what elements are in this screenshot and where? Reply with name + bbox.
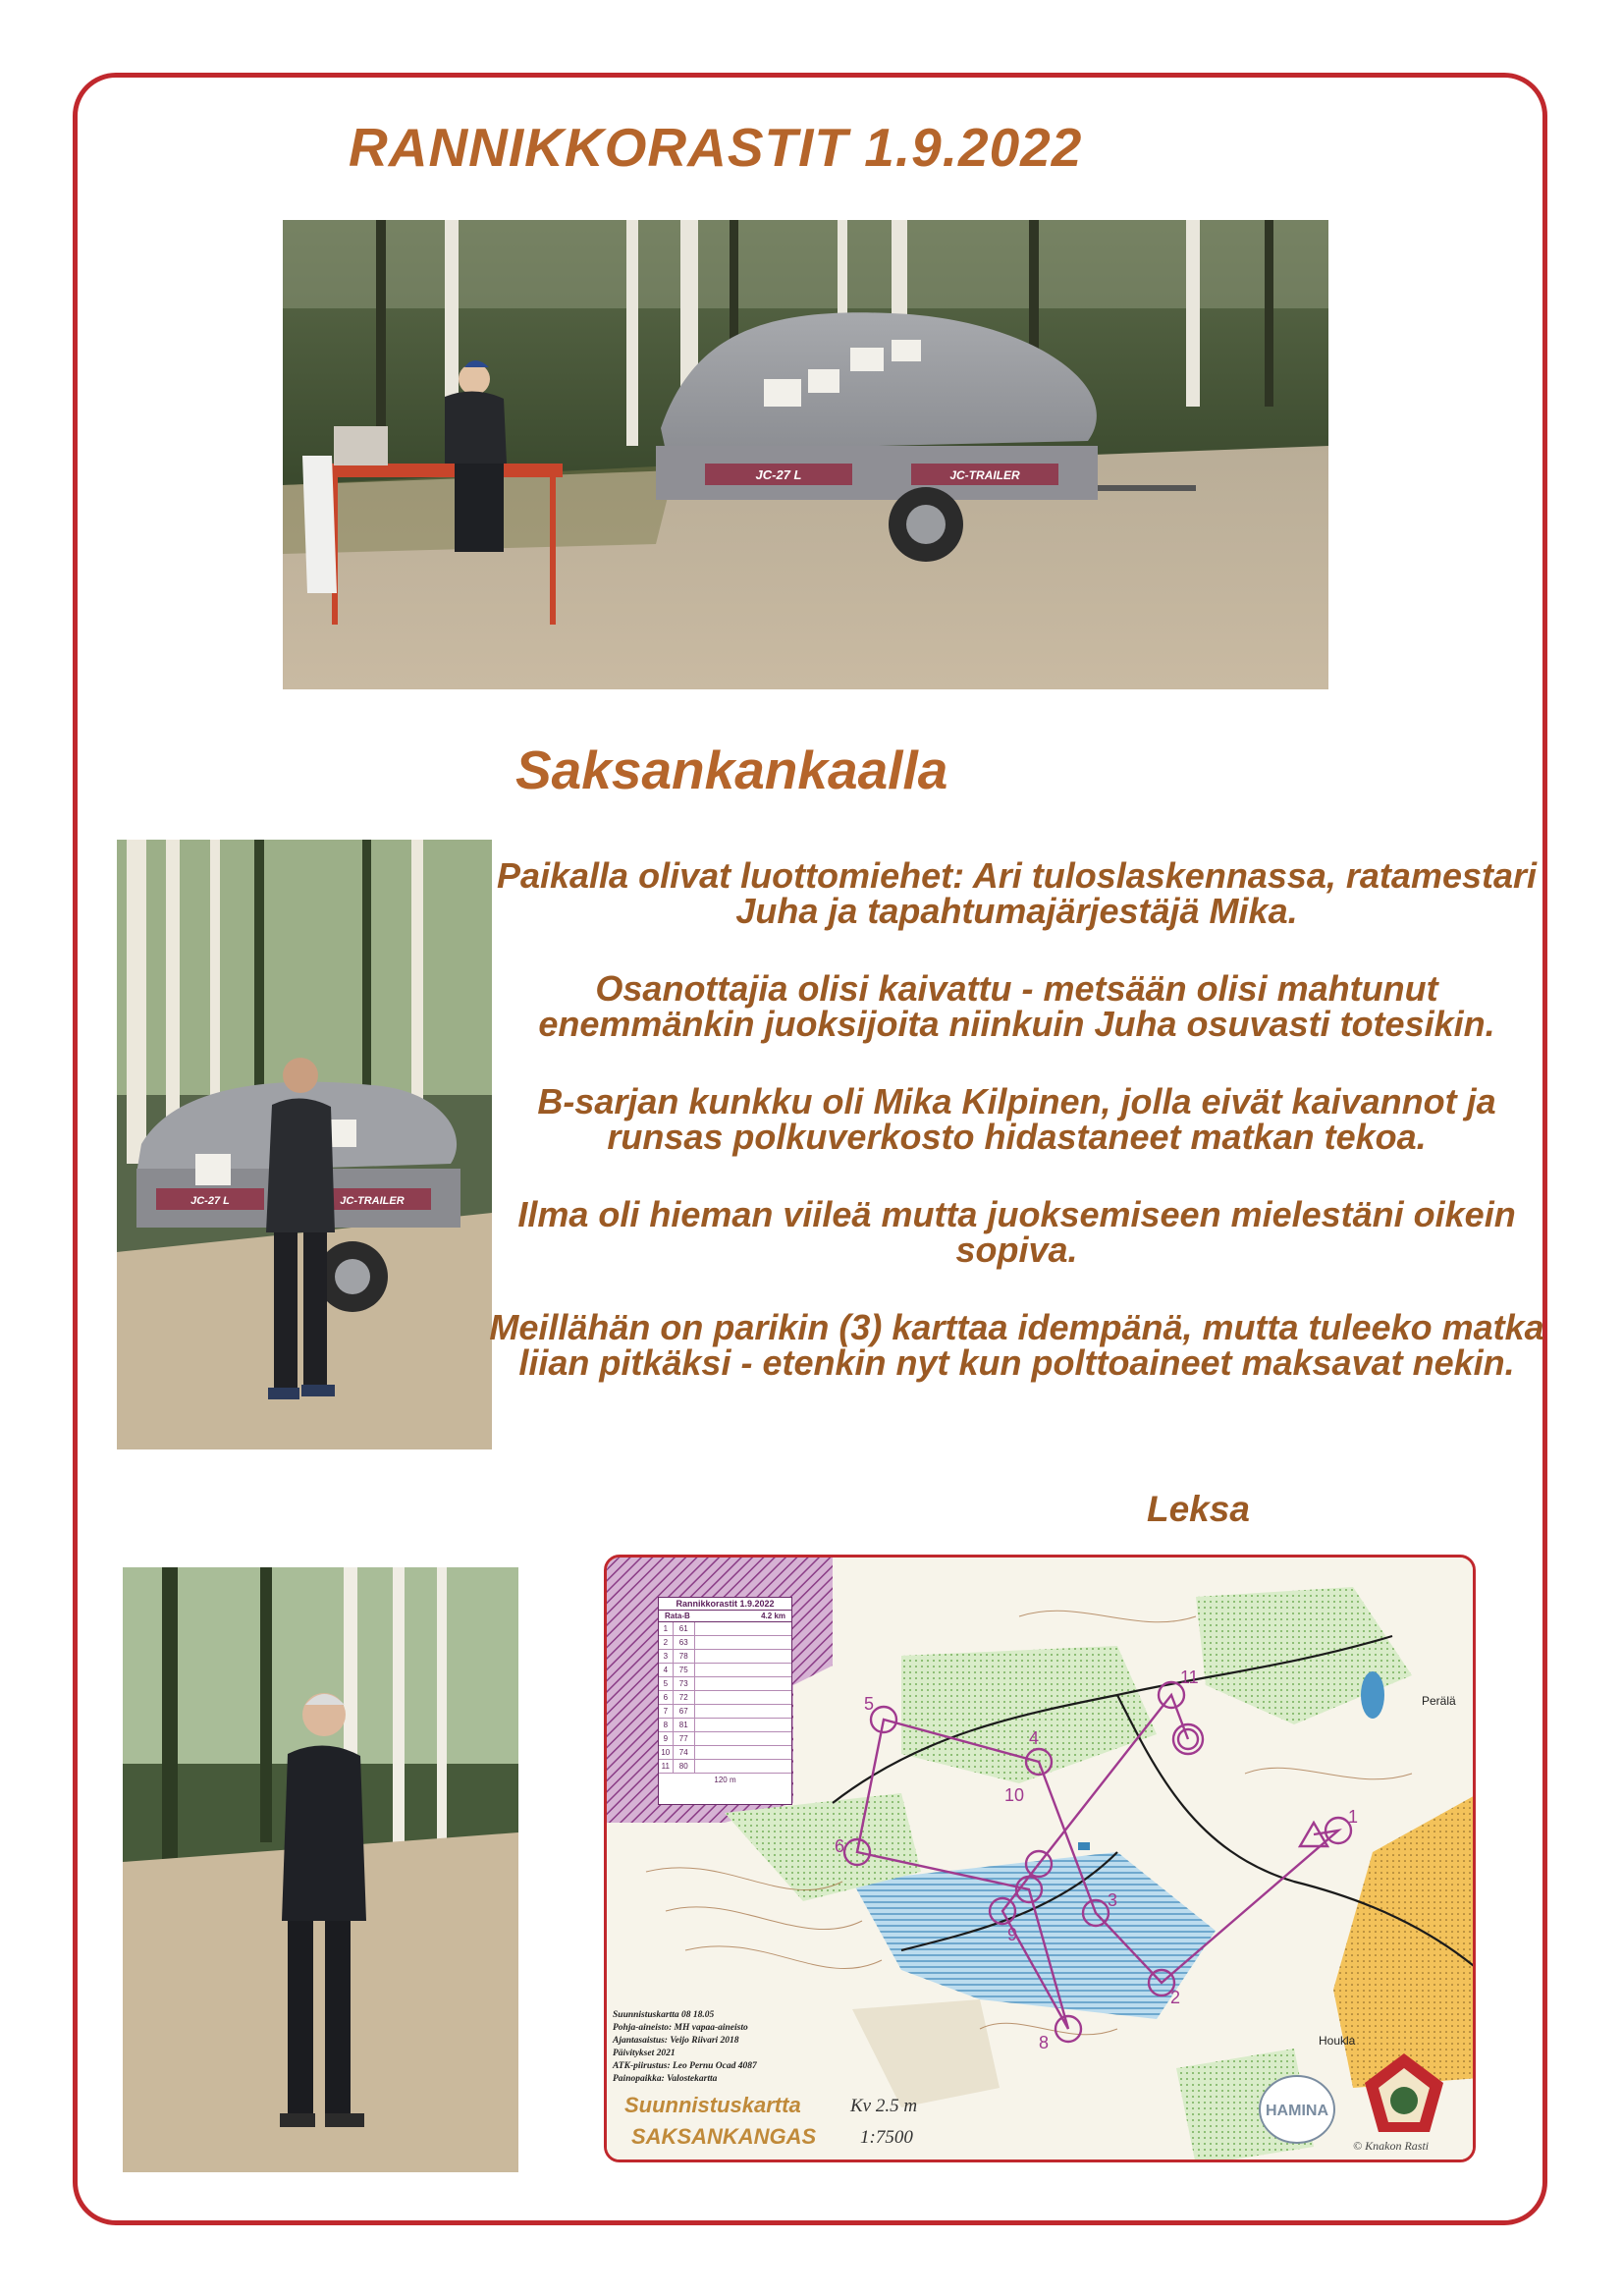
course-control-row xyxy=(659,1650,791,1664)
control-number: 10 xyxy=(1004,1785,1025,1805)
map-title: Suunnistuskartta xyxy=(624,2093,801,2117)
article-paragraph: Meillähän on parikin (3) karttaa idempänä, mutta tuleeko matka liian pitkäksi - etenkin nyt kun polttoaineet maksavat nekin. xyxy=(489,1307,1544,1383)
map-contour-interval: Kv 2.5 m xyxy=(850,2096,918,2116)
control-code: 78 xyxy=(674,1650,695,1663)
control-description xyxy=(695,1650,791,1663)
control-code: 77 xyxy=(674,1732,695,1745)
course-control-row xyxy=(659,1636,791,1650)
map-credit-line: Pohja-aineisto: MH vapaa-aineisto xyxy=(613,2023,748,2033)
photo-man-road xyxy=(123,1567,518,2172)
control-order: 5 xyxy=(659,1677,674,1690)
course-control-row xyxy=(659,1622,791,1636)
control-order: 4 xyxy=(659,1664,674,1676)
photo-man-trailer xyxy=(117,840,492,1449)
control-code: 67 xyxy=(674,1705,695,1718)
control-order: 3 xyxy=(659,1650,674,1663)
control-description xyxy=(695,1760,791,1773)
course-control-row xyxy=(659,1719,791,1732)
control-code: 74 xyxy=(674,1746,695,1759)
map-credit-line: Painopaikka: Valostekartta xyxy=(613,2074,718,2084)
control-description xyxy=(695,1622,791,1635)
course-control-row xyxy=(659,1677,791,1691)
control-number: 1 xyxy=(1348,1807,1359,1827)
trailer-model-text: JC-27 L xyxy=(755,467,802,482)
control-number: 2 xyxy=(1170,1988,1181,2007)
trailer-model-text-2: JC-27 L xyxy=(190,1195,230,1207)
article-signature: Leksa xyxy=(1147,1489,1250,1529)
control-code: 61 xyxy=(674,1622,695,1635)
control-code: 81 xyxy=(674,1719,695,1731)
orienteering-map xyxy=(604,1555,1476,2162)
control-code: 72 xyxy=(674,1691,695,1704)
control-description xyxy=(695,1691,791,1704)
photo-trailer-table xyxy=(283,220,1328,689)
control-order: 10 xyxy=(659,1746,674,1759)
control-description xyxy=(695,1719,791,1731)
trailer-brand-text: JC-TRAILER xyxy=(949,468,1020,482)
control-order: 6 xyxy=(659,1691,674,1704)
control-description xyxy=(695,1732,791,1745)
control-number: 8 xyxy=(1039,2033,1050,2052)
control-number: 11 xyxy=(1180,1667,1199,1687)
article-paragraph: Osanottajia olisi kaivattu - metsään olisi mahtunut enemmänkin juoksijoita niinkuin Juha osuvasti totesikin. xyxy=(538,968,1495,1044)
control-number: 5 xyxy=(864,1694,875,1714)
article-text xyxy=(489,855,1544,1423)
map-credit-line: Päivitykset 2021 xyxy=(613,2049,676,2058)
control-description xyxy=(695,1677,791,1690)
control-number: 3 xyxy=(1108,1890,1118,1910)
course-control-row xyxy=(659,1732,791,1746)
control-code: 75 xyxy=(674,1664,695,1676)
section-subtitle: Saksankankaalla xyxy=(515,739,948,800)
hamina-logo xyxy=(1260,2076,1334,2143)
control-order: 7 xyxy=(659,1705,674,1718)
control-description xyxy=(695,1636,791,1649)
map-credits xyxy=(613,2009,757,2086)
control-order: 8 xyxy=(659,1719,674,1731)
control-order: 9 xyxy=(659,1732,674,1745)
course-event: Rannikkorastit 1.9.2022 xyxy=(659,1598,791,1611)
page-title: RANNIKKORASTIT 1.9.2022 xyxy=(349,117,1083,178)
course-finish: 120 m xyxy=(714,1776,736,1784)
control-code: 63 xyxy=(674,1636,695,1649)
course-length: 4.2 km xyxy=(761,1612,785,1620)
map-copyright: © Knakon Rasti xyxy=(1353,2139,1430,2153)
course-control-row xyxy=(659,1746,791,1760)
article-paragraph: Ilma oli hieman viileä mutta juoksemiseen mielestäni oikein sopiva. xyxy=(517,1194,1516,1270)
svg-text:HAMINA: HAMINA xyxy=(1266,2103,1328,2119)
map-credit-line: Ajantasaistus: Veijo Riivari 2018 xyxy=(613,2036,739,2046)
course-control-row xyxy=(659,1760,791,1774)
trailer-brand-text-2: JC-TRAILER xyxy=(340,1195,405,1207)
map-scale: 1:7500 xyxy=(860,2127,913,2148)
map-credit-line: ATK-piirustus: Leo Pernu Ocad 4087 xyxy=(613,2061,757,2071)
control-order: 11 xyxy=(659,1760,674,1773)
course-name: Rata-B xyxy=(665,1612,690,1620)
control-code: 73 xyxy=(674,1677,695,1690)
control-order: 1 xyxy=(659,1622,674,1635)
control-number: 9 xyxy=(1007,1925,1018,1944)
control-code: 80 xyxy=(674,1760,695,1773)
article-paragraph: Paikalla olivat luottomiehet: Ari tuloslaskennassa, ratamestari Juha ja tapahtumajärjestäjä Mika. xyxy=(496,855,1538,931)
map-credit-line: Suunnistuskartta 08 18.05 xyxy=(613,2010,715,2020)
course-control-row xyxy=(659,1664,791,1677)
article-paragraph: B-sarjan kunkku oli Mika Kilpinen, jolla eivät kaivannot ja runsas polkuverkosto hidastaneet matkan tekoa. xyxy=(537,1081,1496,1157)
map-place-name: Houkla xyxy=(1319,2034,1356,2048)
map-place: SAKSANKANGAS xyxy=(631,2124,817,2149)
control-description xyxy=(695,1705,791,1718)
course-control-row xyxy=(659,1705,791,1719)
control-order: 2 xyxy=(659,1636,674,1649)
map-place-name: Perälä xyxy=(1422,1694,1456,1708)
control-description xyxy=(695,1664,791,1676)
control-description xyxy=(695,1746,791,1759)
course-control-row xyxy=(659,1691,791,1705)
control-number: 4 xyxy=(1029,1728,1040,1748)
control-number: 6 xyxy=(835,1836,845,1856)
course-control-card xyxy=(658,1597,792,1805)
